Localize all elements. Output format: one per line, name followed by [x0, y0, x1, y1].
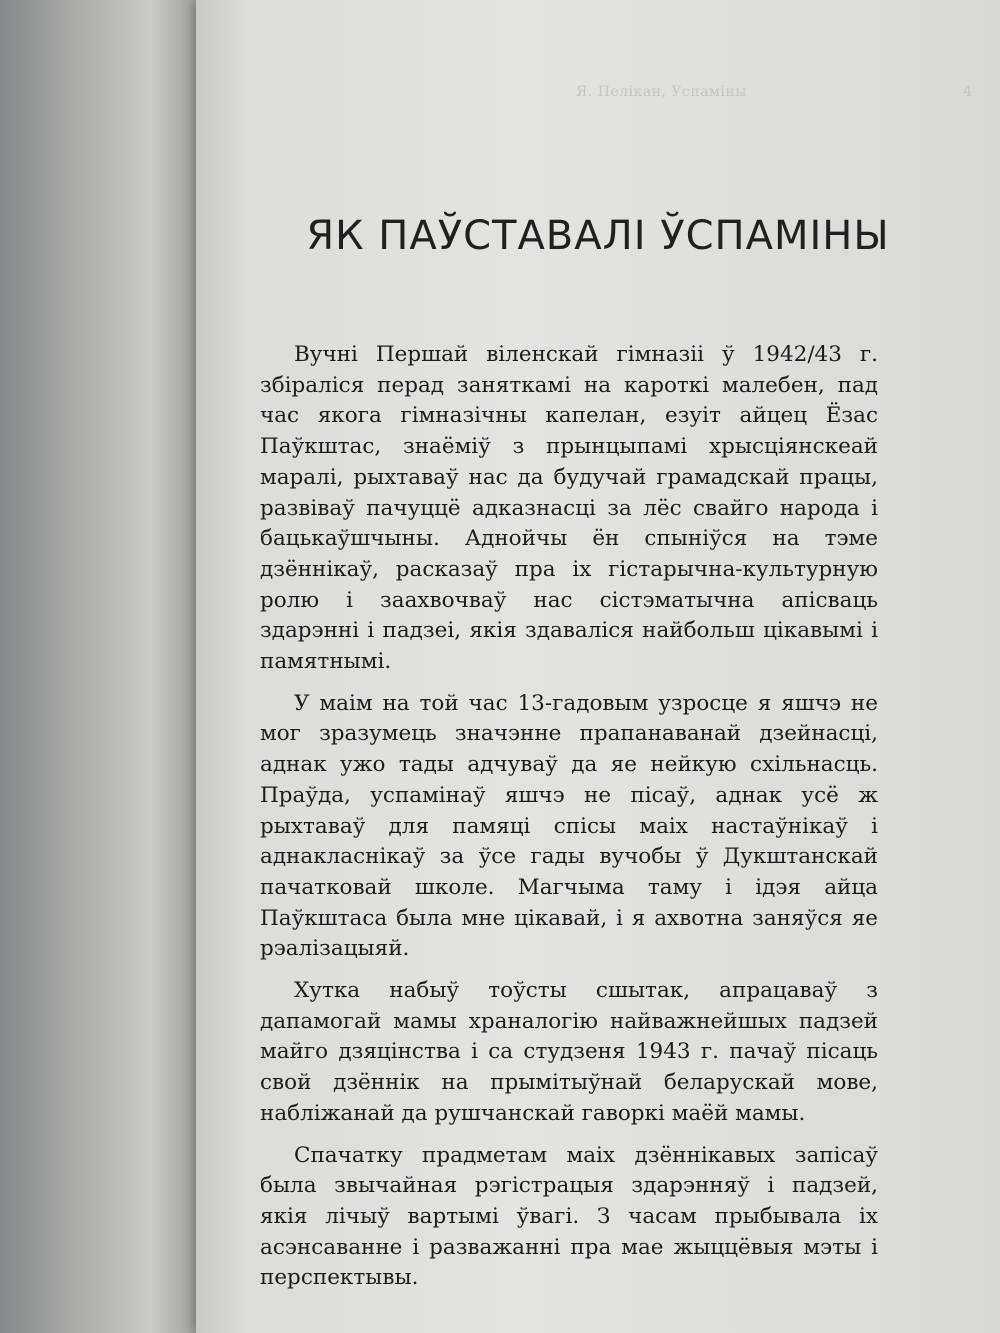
- page-header: [256, 84, 980, 108]
- paragraph-2: У маім на той час 13-гадовым узросце я яшчэ не мог зразумець значэнне прапанаванай дзейнасці, аднак ужо тады адчуваў да яе нейкую схільнасць. Праўда, успамінаў яшчэ не пісаў, аднак усё ж рыхтаваў для памяці спісы маіх настаўнікаў і аднакласнікаў за ўсе гады вучобы ў Дукштанскай пачатковай школе. Магчыма таму і ідэя айца Паўкштаса была мне цікавай, і я ахвотна заняўся яе рэалізацыяй.: [260, 690, 878, 962]
- paragraph-1: Вучні Першай віленскай гімназіі ў 1942/43 г. збіраліся перад заняткамі на кароткі малебен, пад час якога гімназічны капелан, езуіт айцец Ёзас Паўкштас, знаёміў з прынцыпамі хрысціянскеай маралі, рыхтаваў нас да будучай грамадскай працы, развіваў пачуццё адказнасці за лёс свайго народа і бацькаўшчыны. Аднойчы ён спыніўся на тэме дзённікаў, расказаў пра іх гістарычна-культурную ролю і заахвочваў нас сістэматычна апісваць здарэнні і падзеі, якія здаваліся найбольш цікавымі і памятнымі.: [260, 342, 878, 675]
- paragraph-3: Хутка набыў тоўсты сшытак, апрацаваў з дапамогай мамы храналогію найважнейшых падзей майго дзяцінства і са студзеня 1943 г. пачаў пісаць свой дзённік на прымітыўнай беларускай мове, набліжанай да рушчанскай гаворкі маёй мамы.: [260, 978, 878, 1126]
- running-head: Я. Пелікан, Успаміны: [576, 84, 747, 100]
- paragraph-4: Спачатку прадметам маіх дзённікавых запісаў была звычайная рэгістрацыя здарэнняў і падзей, якія лічыў вартымі ўвагі. З часам прыбывала іх асэнсаванне і разважанні пра мае жыццёвыя мэты і перспектывы.: [260, 1142, 878, 1291]
- page-number: 4: [963, 84, 972, 100]
- book-page: [196, 0, 1000, 1333]
- body-text: [260, 340, 878, 1305]
- chapter-title: ЯК ПАЎСТАВАЛІ ЎСПАМІНЫ: [306, 213, 890, 259]
